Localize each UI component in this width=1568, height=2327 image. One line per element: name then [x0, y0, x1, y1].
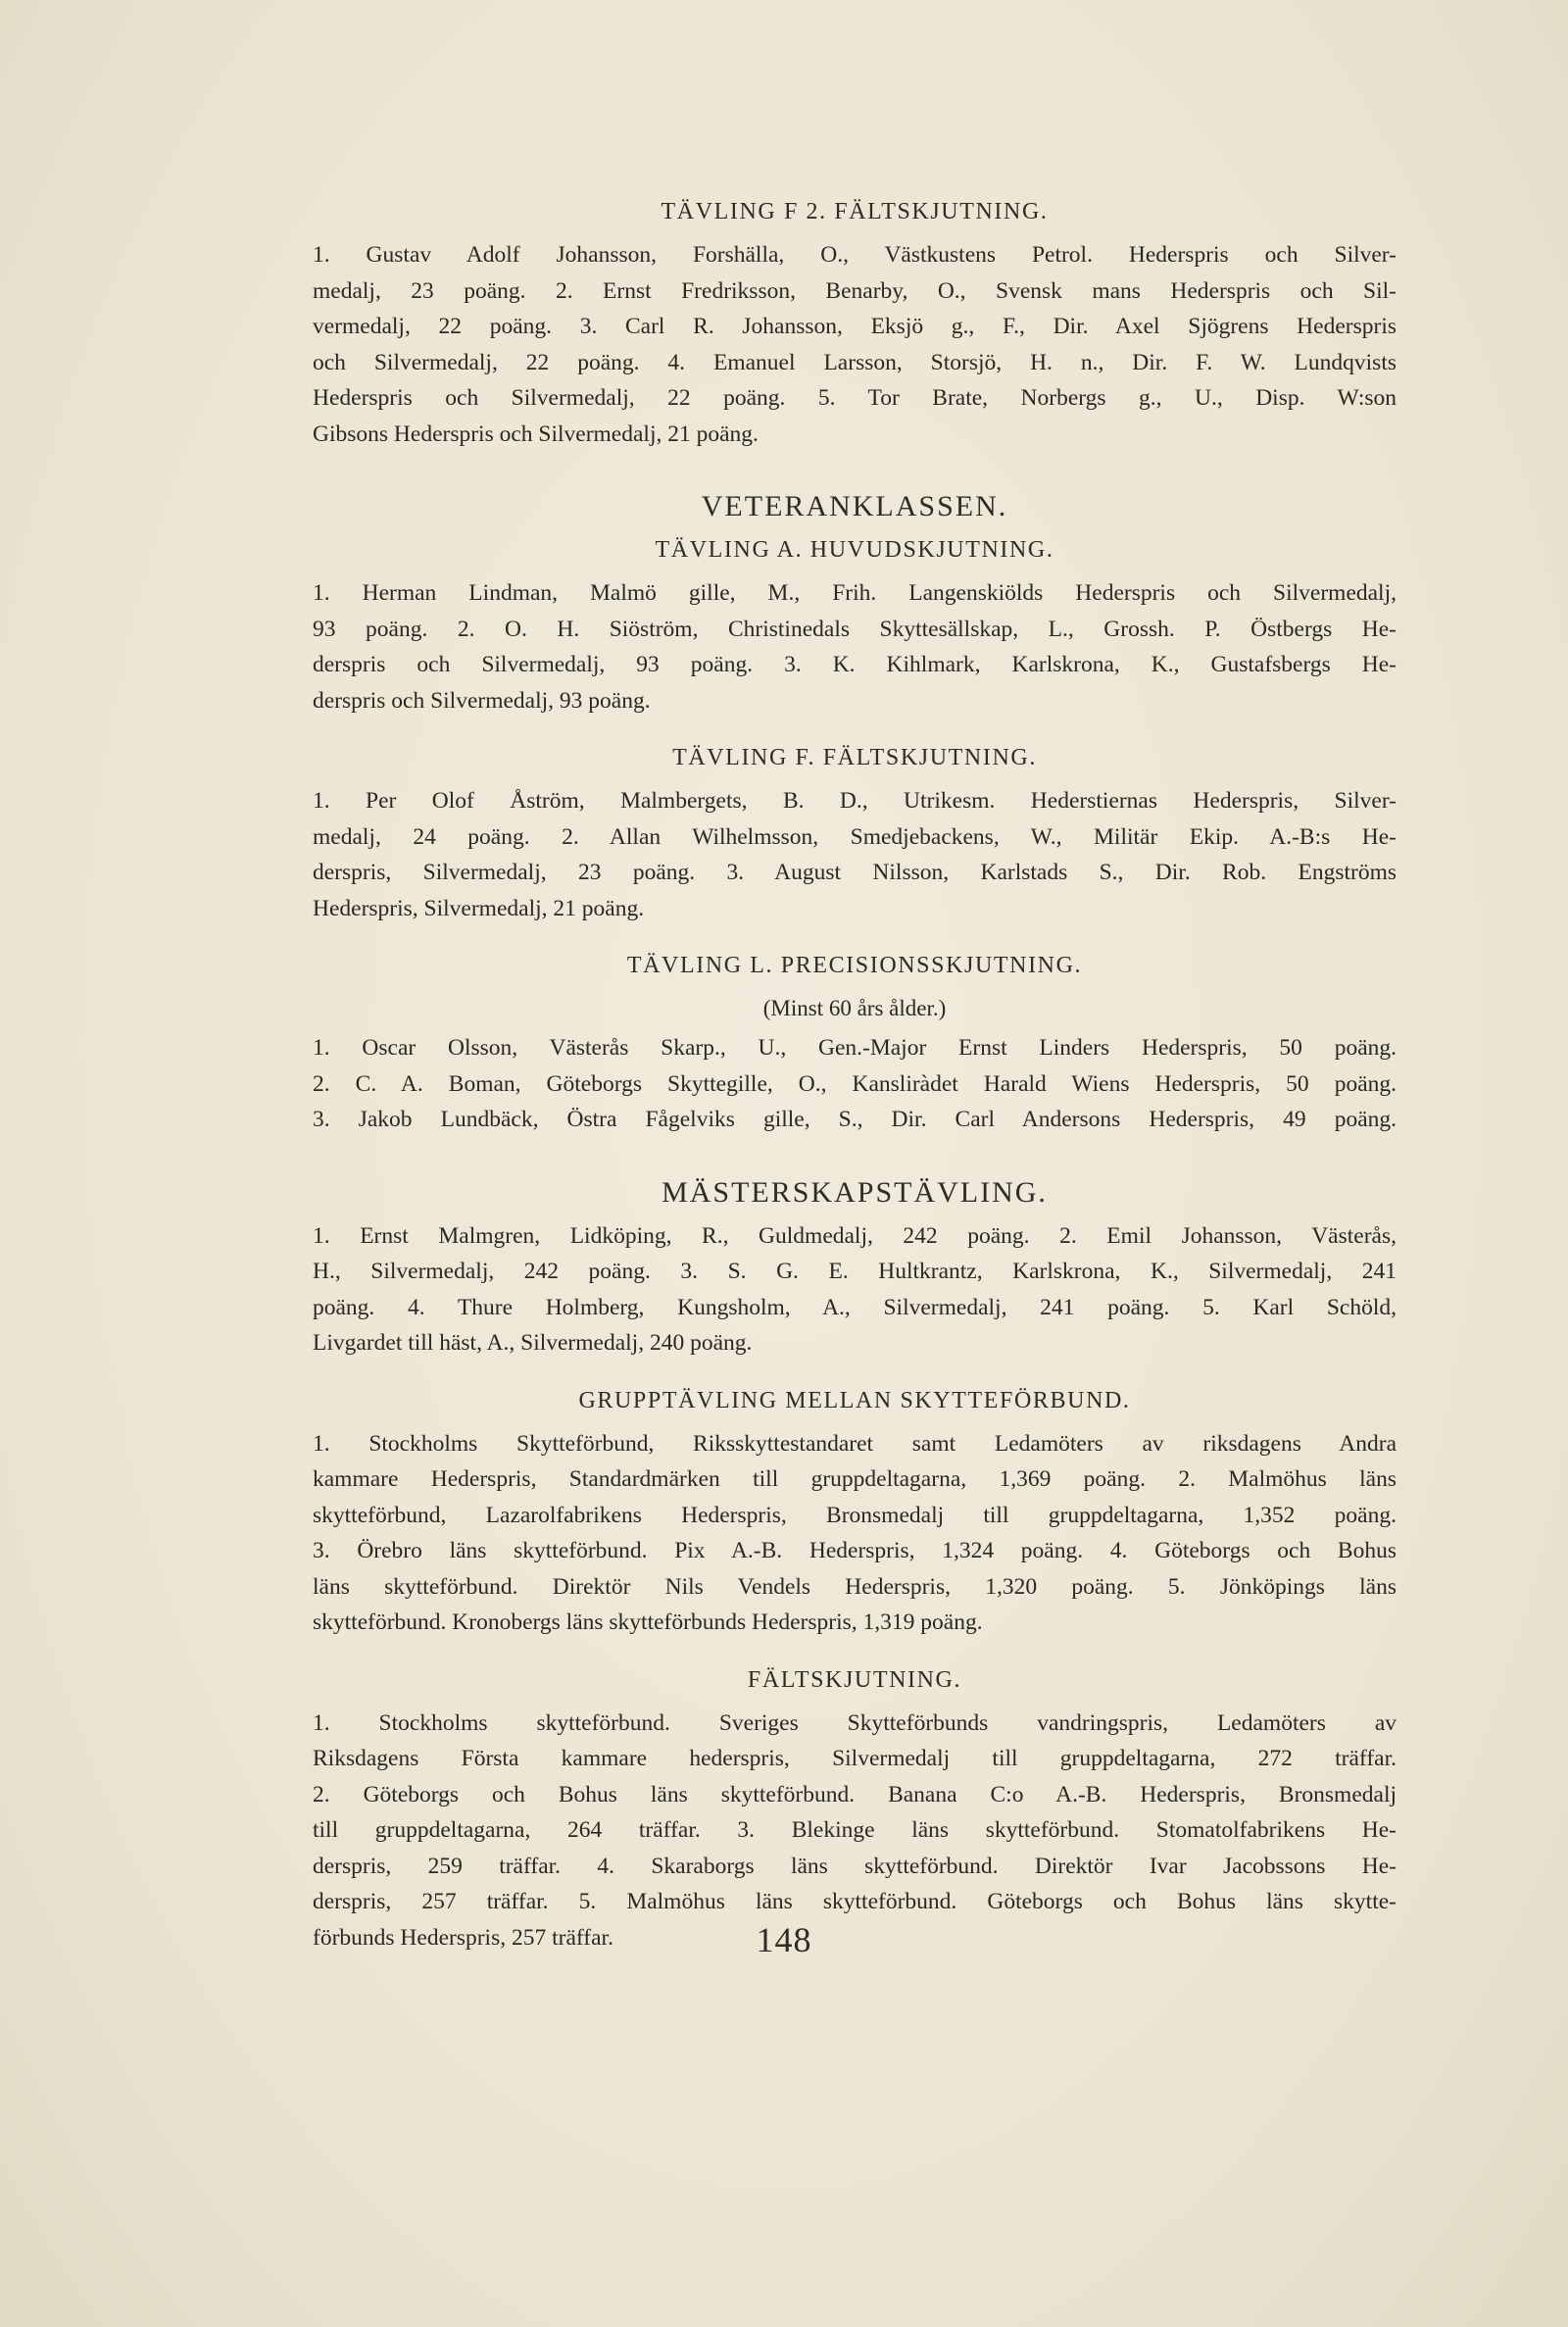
heading-tavling-f2: TÄVLING F 2. FÄLTSKJUTNING. [661, 199, 1049, 224]
text-line: Hederspris, Silvermedalj, 21 poäng. [313, 895, 645, 921]
heading-masterskapstavling: MÄSTERSKAPSTÄVLING. [662, 1175, 1048, 1209]
text-line: 93 poäng. 2. O. H. Siöström, Christinedals Skyttesällskap, L., Grossh. P. Östbergs He- [313, 616, 1396, 642]
text-line: skytteförbund, Lazarolfabrikens Hederspris, Bronsmedalj till gruppdeltagarna, 1,352 poäng. [313, 1502, 1396, 1528]
text-line: 1. Per Olof Åström, Malmbergets, B. D., Utrikesm. Hederstiernas Hederspris, Silver- [313, 788, 1396, 814]
page-content [313, 194, 1396, 1956]
paragraph-tavling-f [313, 783, 1396, 926]
text-line: derspris och Silvermedalj, 93 poäng. 3. K. Kihlmark, Karlskrona, K., Gustafsbergs He- [313, 652, 1396, 677]
heading-grupptavling: GRUPPTÄVLING MELLAN SKYTTEFÖRBUND. [578, 1387, 1131, 1413]
text-line: derspris och Silvermedalj, 93 poäng. [313, 687, 651, 714]
text-line: H., Silvermedalj, 242 poäng. 3. S. G. E. Hultkrantz, Karlskrona, K., Silvermedalj, 241 [313, 1259, 1396, 1284]
text-line: och Silvermedalj, 22 poäng. 4. Emanuel Larsson, Storsjö, H. n., Dir. F. W. Lundqvists [313, 349, 1396, 375]
heading-tavling-f: TÄVLING F. FÄLTSKJUTNING. [672, 745, 1037, 770]
text-line: förbunds Hederspris, 257 träffar. [313, 1924, 613, 1951]
paragraph-faltskjutning [313, 1706, 1396, 1956]
heading-veteranklassen: VETERANKLASSEN. [701, 490, 1008, 522]
paragraph-masterskapstavling [313, 1218, 1396, 1362]
text-line: 3. Jakob Lundbäck, Östra Fågelviks gille, S., Dir. Carl Andersons Hederspris, 49 poäng. [313, 1107, 1396, 1132]
text-line: till gruppdeltagarna, 264 träffar. 3. Blekinge läns skytteförbund. Stomatolfabrikens He- [313, 1817, 1396, 1843]
paragraph-tavling-l [313, 1030, 1396, 1138]
paragraph-tavling-a [313, 575, 1396, 718]
text-line: 1. Stockholms Skytteförbund, Riksskyttestandaret samt Ledamöters av riksdagens Andra [313, 1430, 1396, 1457]
text-line: derspris, Silvermedalj, 23 poäng. 3. August Nilsson, Karlstads S., Dir. Rob. Engströms [313, 860, 1396, 885]
text-line: medalj, 24 poäng. 2. Allan Wilhelmsson, Smedjebackens, W., Militär Ekip. A.-B:s He- [313, 823, 1396, 850]
subheading-age-limit: (Minst 60 års ålder.) [762, 996, 947, 1020]
text-line: Gibsons Hederspris och Silvermedalj, 21 poäng. [313, 421, 759, 447]
paragraph-grupptavling [313, 1426, 1396, 1641]
text-line: 2. C. A. Boman, Göteborgs Skyttegille, O., Kansliràdet Harald Wiens Hederspris, 50 poäng. [313, 1070, 1396, 1097]
text-line: 1. Herman Lindman, Malmö gille, M., Frih. Langenskiölds Hederspris och Silvermedalj, [313, 580, 1396, 606]
text-line: 3. Örebro läns skytteförbund. Pix A.-B. Hederspris, 1,324 poäng. 4. Göteborgs och Bohus [313, 1538, 1396, 1563]
text-line: läns skytteförbund. Direktör Nils Vendels Hederspris, 1,320 poäng. 5. Jönköpings läns [313, 1573, 1396, 1600]
text-line: 1. Oscar Olsson, Västerås Skarp., U., Gen.-Major Ernst Linders Hederspris, 50 poäng. [313, 1035, 1396, 1061]
text-line: Riksdagens Första kammare hederspris, Silvermedalj till gruppdeltagarna, 272 träffar. [313, 1746, 1396, 1771]
heading-tavling-l: TÄVLING L. PRECISIONSSKJUTNING. [626, 953, 1083, 978]
paragraph-tavling-f2 [313, 237, 1396, 452]
page-number: 148 [756, 1920, 812, 1959]
text-line: Hederspris och Silvermedalj, 22 poäng. 5. Tor Brate, Norbergs g., U., Disp. W:son [313, 385, 1396, 411]
text-line: poäng. 4. Thure Holmberg, Kungsholm, A., Silvermedalj, 241 poäng. 5. Karl Schöld, [313, 1294, 1396, 1320]
text-line: 1. Gustav Adolf Johansson, Forshälla, O., Västkustens Petrol. Hederspris och Silver- [313, 242, 1396, 268]
text-line: derspris, 257 träffar. 5. Malmöhus läns skytteförbund. Göteborgs och Bohus läns skytte- [313, 1889, 1396, 1914]
text-line: skytteförbund. Kronobergs läns skytteförbunds Hederspris, 1,319 poäng. [313, 1609, 983, 1635]
text-line: vermedalj, 22 poäng. 3. Carl R. Johansson, Eksjö g., F., Dir. Axel Sjögrens Hederspris [313, 314, 1396, 339]
text-line: Livgardet till häst, A., Silvermedalj, 240 poäng. [313, 1330, 753, 1356]
text-line: 2. Göteborgs och Bohus läns skytteförbund. Banana C:o A.-B. Hederspris, Bronsmedalj [313, 1781, 1396, 1807]
heading-faltskjutning: FÄLTSKJUTNING. [747, 1666, 962, 1693]
heading-tavling-a: TÄVLING A. HUVUDSKJUTNING. [655, 537, 1054, 563]
text-line: derspris, 259 träffar. 4. Skaraborgs läns skytteförbund. Direktör Ivar Jacobssons He- [313, 1853, 1396, 1879]
text-line: kammare Hederspris, Standardmärken till gruppdeltagarna, 1,369 poäng. 2. Malmöhus läns [313, 1466, 1396, 1492]
text-line: medalj, 23 poäng. 2. Ernst Fredriksson, Benarby, O., Svensk mans Hederspris och Sil- [313, 277, 1396, 304]
text-line: 1. Stockholms skytteförbund. Sveriges Skytteförbunds vandringspris, Ledamöters av [313, 1709, 1396, 1736]
text-line: 1. Ernst Malmgren, Lidköping, R., Guldmedalj, 242 poäng. 2. Emil Johansson, Västerås, [313, 1222, 1396, 1249]
